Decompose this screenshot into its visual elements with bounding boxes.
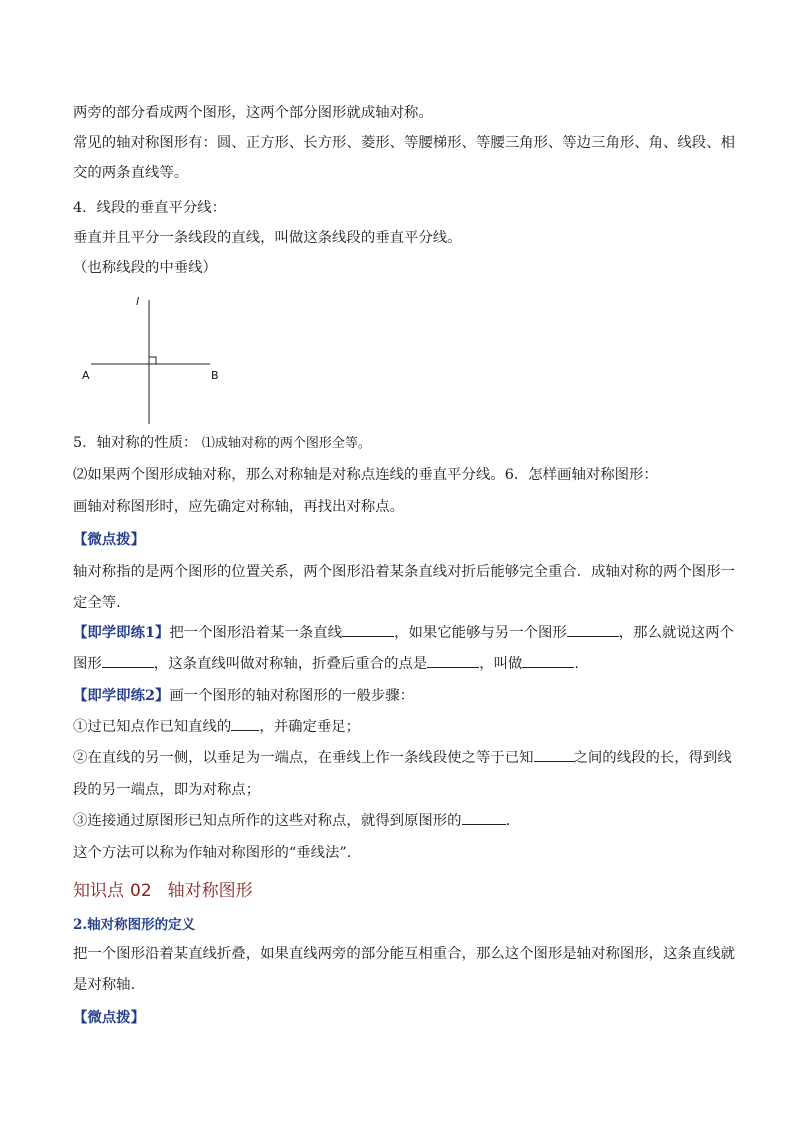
section-heading xyxy=(73,876,253,901)
paragraph: （也称线段的中垂线） xyxy=(73,260,217,276)
section-code: 02 xyxy=(130,881,152,901)
exercise-2-step-3 xyxy=(73,811,510,831)
exercise-1-line-1 xyxy=(73,623,734,643)
exercise-text: 图形 xyxy=(73,656,102,672)
exercise-text: ，那么就说这两个 xyxy=(618,625,734,641)
property-label: 5．轴对称的性质： xyxy=(73,435,198,451)
exercise-text: 之间的线段的长，得到线 xyxy=(573,750,732,766)
paragraph: 4．线段的垂直平分线： xyxy=(73,200,227,216)
answer-blank[interactable] xyxy=(567,623,619,637)
exercise-label: 【即学即练2】 xyxy=(73,687,170,704)
answer-blank[interactable] xyxy=(427,654,479,668)
exercise-text: ①过已知点作已知直线的 xyxy=(73,719,232,735)
paragraph: 是对称轴. xyxy=(73,977,136,993)
paragraph: 画轴对称图形时，应先确定对称轴，再找出对称点。 xyxy=(73,499,404,515)
answer-blank[interactable] xyxy=(534,748,574,762)
tip-label: 【微点拨】 xyxy=(73,531,145,548)
perpendicular-bisector-figure xyxy=(79,293,229,428)
exercise-text: ③连接通过原图形已知点所作的这些对称点，就得到原图形的 xyxy=(73,813,462,829)
answer-blank[interactable] xyxy=(231,717,259,731)
exercise-text: ，并确定垂足； xyxy=(259,719,361,735)
paragraph: 轴对称指的是两个图形的位置关系，两个图形沿着某条直线对折后能够完全重合．成轴对称的两个图形一 xyxy=(73,564,735,580)
exercise-text: ，如果它能够与另一个图形 xyxy=(394,625,567,641)
answer-blank[interactable] xyxy=(102,654,154,668)
exercise-text: . xyxy=(505,813,511,829)
paragraph: ⑵如果两个图形成轴对称，那么对称轴是对称点连线的垂直平分线。6．怎样画轴对称图形： xyxy=(73,467,658,483)
answer-blank[interactable] xyxy=(522,654,574,668)
exercise-text: ，这条直线叫做对称轴，折叠后重合的点是 xyxy=(153,656,428,672)
section-prefix: 知识点 xyxy=(73,881,124,901)
tip-label: 【微点拨】 xyxy=(73,1009,145,1026)
exercise-label: 【即学即练1】 xyxy=(73,624,170,641)
paragraph: 定全等. xyxy=(73,595,121,611)
paragraph: 常见的轴对称图形有：圆、正方形、长方形、菱形、等腰梯形、等腰三角形、等边三角形、角、线段、相 xyxy=(73,135,735,151)
label-b: B xyxy=(211,369,219,382)
exercise-text: . xyxy=(574,656,579,672)
paragraph: 垂直并且平分一条线段的直线，叫做这条线段的垂直平分线。 xyxy=(73,230,462,246)
subsection-heading: 2.轴对称图形的定义 xyxy=(73,917,196,933)
paragraph: 交的两条直线等。 xyxy=(73,165,189,181)
exercise-text: ②在直线的另一侧，以垂足为一端点，在垂线上作一条线段使之等于已知 xyxy=(73,750,534,766)
answer-blank[interactable] xyxy=(342,623,394,637)
section-title-text: 轴对称图形 xyxy=(167,881,253,901)
paragraph: 两旁的部分看成两个图形，这两个部分图形就成轴对称。 xyxy=(73,105,433,121)
property-line xyxy=(73,433,371,454)
exercise-text: ，叫做 xyxy=(479,656,523,672)
label-l: l xyxy=(136,295,140,308)
exercise-text: 把一个图形沿着某一条直线 xyxy=(169,625,343,641)
paragraph: 这个方法可以称为作轴对称图形的“垂线法”. xyxy=(73,845,352,861)
exercise-2-intro xyxy=(73,686,414,706)
property-text: ⑴成轴对称的两个图形全等。 xyxy=(201,436,371,451)
exercise-1-line-2 xyxy=(73,654,579,674)
right-angle-mark xyxy=(149,357,156,364)
label-a: A xyxy=(82,369,90,382)
exercise-text: 画一个图形的轴对称图形的一般步骤： xyxy=(169,688,415,704)
answer-blank[interactable] xyxy=(462,811,506,825)
paragraph: 段的另一端点，即为对称点； xyxy=(73,782,261,798)
paragraph: 把一个图形沿着某直线折叠，如果直线两旁的部分能互相重合，那么这个图形是轴对称图形，这条直线就 xyxy=(73,946,735,962)
exercise-2-step-2 xyxy=(73,748,732,768)
exercise-2-step-1 xyxy=(73,717,360,737)
